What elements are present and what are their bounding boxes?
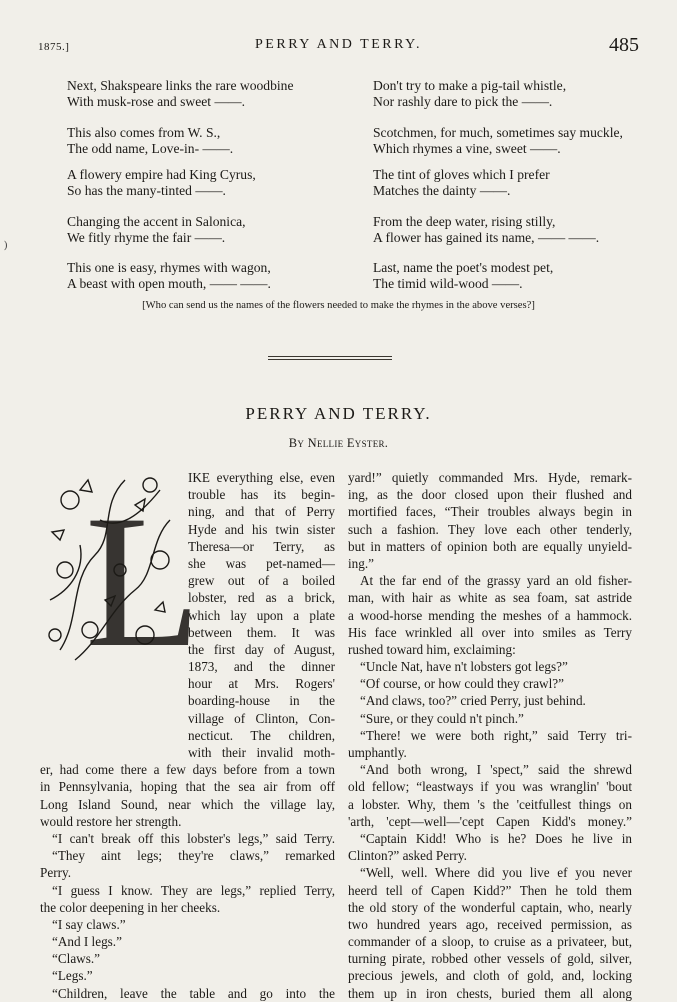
col2-line: a wood-horse mending the meshes of a hammock. [348,607,632,623]
col2-line: commander of a sloop, to cruise as a privateer, but, [348,934,632,950]
col1-line: she was pet-named— [188,555,335,571]
col1-line: “I can't break off this lobster's legs,” said Terry. [52,830,335,846]
col2-line: precious jewels, and cloth of gold, and, locking [348,968,632,984]
col2-line: the old story of the wonderful captain, who, nearly [348,899,632,915]
col1-line: IKE everything else, even [188,470,335,485]
verse-left-3: A flowery empire had King Cyrus, So has the many-tinted ——. [67,167,256,198]
verse-left-2: This also comes from W. S., The odd name, Love-in- ——. [67,125,234,156]
verse-left-1: Next, Shakspeare links the rare woodbine With musk-rose and sweet ——. [67,78,294,109]
running-head-title: PERRY AND TERRY. [255,37,422,52]
col2-line: two hundred years ago, received permission, as [348,916,632,932]
verse-left-5: This one is easy, rhymes with wagon, A beast with open mouth, —— ——. [67,260,271,291]
story-column-left [40,469,335,1002]
col1-line: “They aint legs; they're claws,” remarked [52,848,335,864]
verse-right-4: From the deep water, rising stilly, A flower has gained its name, —— ——. [373,214,600,245]
col2-line: “Captain Kidd! Who is he? Does he live in [360,830,632,846]
col1-line: necticut. The children, [188,727,335,743]
col2-line: “Uncle Nat, have n't lobsters got legs?” [360,659,568,675]
col2-line: ing, as the door closed upon their flushed and [348,487,632,503]
col1-line: between them. It was [188,624,335,640]
col1-line: “And I legs.” [52,934,122,950]
col1-line: “Claws.” [52,951,100,967]
col2-line: “There! we were both right,” said Terry tri- [360,727,632,743]
col1-line: which lay upon a plate [188,607,335,623]
col2-line: “Of course, or how could they crawl?” [360,676,564,692]
col1-line: in Pennsylvania, hoping that the sea air from off [40,779,335,795]
col1-line: “I say claws.” [52,916,126,932]
col1-line: boarding-house in the [188,693,335,709]
verse-right-5: Last, name the poet's modest pet, The timid wild-wood ——. [373,260,554,291]
col1-line: with their invalid moth- [188,745,335,760]
verse-left-4: Changing the accent in Salonica, We fitly rhyme the fair ——. [67,214,246,245]
col2-line: but in matters of opinion both are equally unyield- [348,538,632,554]
story-column-right [348,469,632,1002]
col1-line: Theresa—or Terry, as [188,538,335,554]
col1-line: grew out of a boiled [188,573,335,589]
dropcap-letter: L [85,477,202,687]
verse-right-2: Scotchmen, for much, sometimes say muckle, Which rhymes a vine, sweet ——. [373,125,623,156]
running-head-year: 1875.] [38,41,70,53]
col1-line: “Children, leave the table and go into the [52,985,335,1001]
col2-line: 'arth, 'cept—well—'cept Capen Kidd's money.” [348,813,632,829]
story-byline: By Nellie Eyster. [288,436,389,450]
col1-line: Long Island Sound, near which the village lay, [40,796,335,812]
col1-line: er, had come there a few days before from a town [40,762,335,778]
col2-line: umphantly. [348,745,407,760]
col1-line: “I guess I know. They are legs,” replied Terry, [52,882,335,898]
col2-line: His face wrinkled all over into smiles as Terry [348,624,632,640]
col2-line: “And both wrong, I 'spect,” said the shrewd [360,762,632,778]
col1-line: “Legs.” [52,968,93,984]
col2-line: “Well, well. Where did you live ef you never [360,865,632,881]
col1-line: the first day of August, [188,641,335,657]
col2-line: heerd tell of Capen Kidd?” Then he told them [348,882,632,898]
col2-line: ing.” [348,555,375,571]
col1-line: hour at Mrs. Rogers' [188,676,335,692]
section-divider [268,356,392,360]
verse-right-3: The tint of gloves which I prefer Matches the dainty ——. [373,167,550,198]
col1-line: trouble has its begin- [188,487,335,503]
col2-line: turning pirate, robbed other vessels of gold, silver, [348,951,632,967]
col1-line: 1873, and the dinner [188,659,335,675]
col2-line: Clinton?” asked Perry. [348,848,467,864]
col1-line: village of Clinton, Con- [188,710,335,726]
col2-line: rushed toward him, exclaiming: [348,641,516,657]
col1-line: the color deepening in her cheeks. [40,899,221,915]
story-title: PERRY AND TERRY. [245,404,432,423]
col2-line: mortified faces, “Their troubles always begin in [348,504,632,520]
col2-line: man, with hair as white as sea foam, sat astride [348,590,632,606]
col2-line: them up in iron chests, buried them all along [348,985,632,1001]
col2-line: “Sure, or they could n't pinch.” [360,710,524,726]
col2-line: yard!” quietly commanded Mrs. Hyde, remark- [348,470,632,485]
col2-line: such a fashion. They love each other tenderly, [348,521,632,537]
page-number: 485 [609,34,639,56]
col1-line: would restore her strength. [40,813,182,829]
col2-line: “And claws, too?” cried Perry, just behind. [360,693,586,709]
col1-line: Hyde and his twin sister [188,521,335,537]
margin-mark: ) [4,240,8,251]
col2-line: a lobster. Why, them 's the 'ceitfullest things on [348,796,632,812]
col1-line: lobster, red as a brick, [188,590,335,606]
verse-note: [Who can send us the names of the flowers needed to make the rhymes in the above verses?] [142,300,535,311]
col2-line: old fellow; “leastways if you was wranglin' 'bout [348,779,632,795]
col1-line: ning, and that of Perry [188,504,335,520]
col2-line: At the far end of the grassy yard an old fisher- [360,573,632,589]
col1-line: Perry. [40,865,72,881]
verse-right-1: Don't try to make a pig-tail whistle, Nor rashly dare to pick the ——. [373,78,567,109]
